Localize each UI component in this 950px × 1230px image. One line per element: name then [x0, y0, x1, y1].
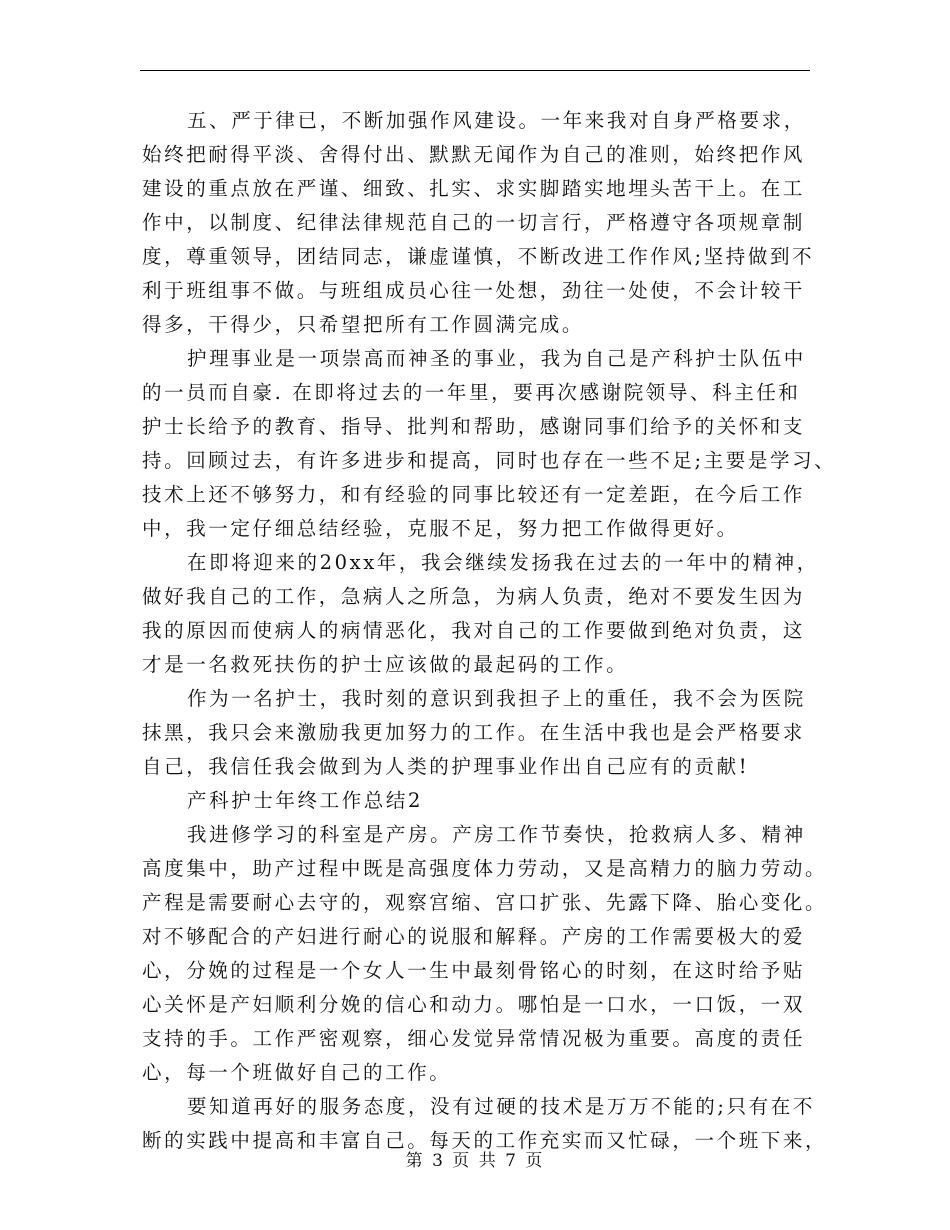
text-line: 持。回顾过去，有许多进步和提高，同时也存在一些不足;主要是学习、 — [142, 449, 837, 472]
text-line: 的一员而自豪. 在即将过去的一年里，要再次感谢院领导、科主任和 — [142, 381, 801, 404]
text-line: 技术上还不够努力，和有经验的同事比较还有一定差距，在今后工作 — [142, 483, 806, 506]
text-line: 五、严于律已，不断加强作风建设。一年来我对自身严格要求， — [187, 109, 806, 132]
text-line: 支持的手。工作严密观察，细心发觉异常情况极为重要。高度的责任 — [142, 1027, 806, 1050]
text-line: 中，我一定仔细总结经验，克服不足，努力把工作做得更好。 — [142, 517, 739, 540]
header-rule — [140, 70, 810, 71]
text-line: 要知道再好的服务态度，没有过硬的技术是万万不能的;只有在不 — [187, 1095, 815, 1118]
text-line: 我的原因而使病人的病情恶化，我对自己的工作要做到绝对负责，这 — [142, 619, 806, 642]
text-line: 我进修学习的科室是产房。产房工作节奏快，抢救病人多、精神 — [187, 823, 806, 846]
text-line: 做好我自己的工作，急病人之所急，为病人负责，绝对不要发生因为 — [142, 585, 806, 608]
text-line: 自己，我信任我会做到为人类的护理事业作出自己应有的贡献! — [142, 755, 750, 778]
text-line: 产程是需要耐心去守的，观察宫缩、宫口扩张、先露下降、胎心变化。 — [142, 891, 828, 914]
text-line: 心，分娩的过程是一个女人一生中最刻骨铭心的时刻，在这时给予贴 — [142, 959, 806, 982]
section-heading: 产科护士年终工作总结2 — [187, 789, 424, 812]
text-line: 断的实践中提高和丰富自己。每天的工作充实而又忙碌，一个班下来， — [142, 1129, 828, 1152]
text-line: 得多，干得少，只希望把所有工作圆满完成。 — [142, 313, 585, 336]
text-line: 护士长给予的教育、指导、批判和帮助，感谢同事们给予的关怀和支 — [142, 415, 806, 438]
text-line: 心关怀是产妇顺利分娩的信心和动力。哪怕是一口水，一口饭，一双 — [142, 993, 806, 1016]
page-number: 第 3 页 共 7 页 — [405, 1151, 545, 1171]
text-line: 度，尊重领导，团结同志，谦虚谨慎，不断改进工作作风;坚持做到不 — [142, 245, 815, 268]
text-line: 始终把耐得平淡、舍得付出、默默无闻作为自己的准则，始终把作风 — [142, 143, 806, 166]
text-line: 心，每一个班做好自己的工作。 — [142, 1061, 452, 1084]
document-body — [142, 104, 837, 1158]
text-line: 在即将迎来的20xx年，我会继续发扬我在过去的一年中的精神， — [187, 551, 819, 574]
text-line: 建设的重点放在严谨、细致、扎实、求实脚踏实地埋头苦干上。在工 — [142, 177, 806, 200]
text-line: 高度集中，助产过程中既是高强度体力劳动，又是高精力的脑力劳动。 — [142, 857, 828, 880]
text-line: 抹黑，我只会来激励我更加努力的工作。在生活中我也是会严格要求 — [142, 721, 806, 744]
text-line: 利于班组事不做。与班组成员心往一处想，劲往一处使，不会计较干 — [142, 279, 806, 302]
text-line: 作为一名护士，我时刻的意识到我担子上的重任，我不会为医院 — [187, 687, 806, 710]
text-line: 对不够配合的产妇进行耐心的说服和解释。产房的工作需要极大的爱 — [142, 925, 806, 948]
text-line: 护理事业是一项崇高而神圣的事业，我为自己是产科护士队伍中 — [187, 347, 806, 370]
text-line: 才是一名救死扶伤的护士应该做的最起码的工作。 — [142, 653, 629, 676]
text-line: 作中，以制度、纪律法律规范自己的一切言行，严格遵守各项规章制 — [142, 211, 806, 234]
